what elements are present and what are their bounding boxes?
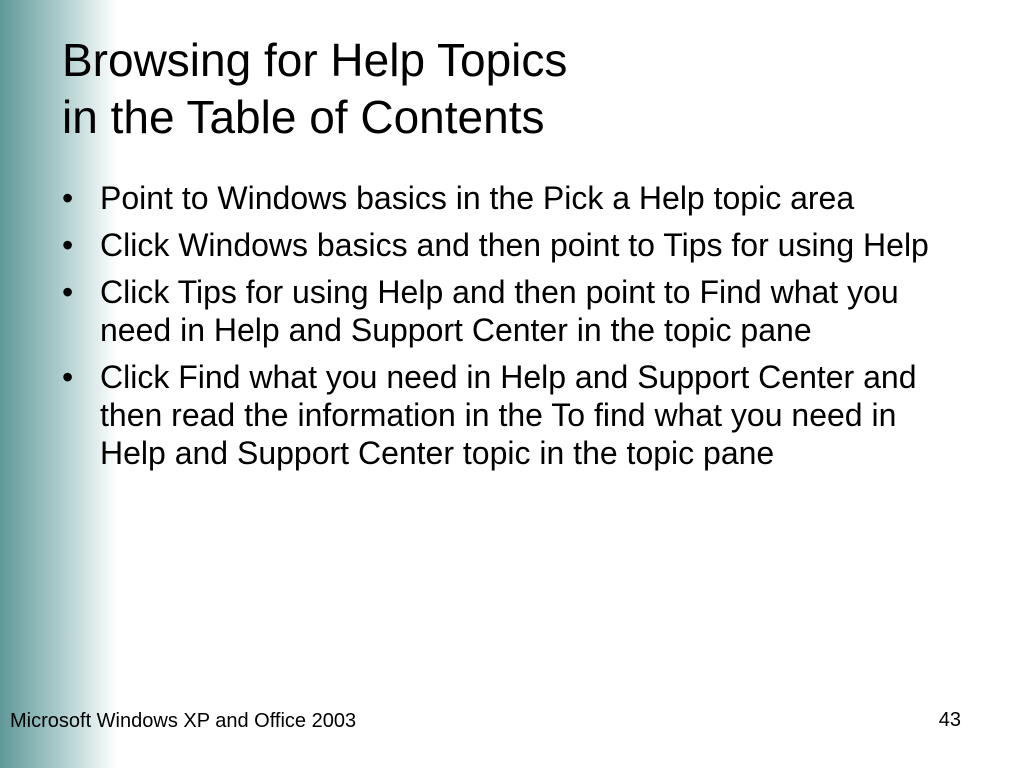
bullet-item-4 (62, 358, 962, 472)
bullet-icon: • (62, 359, 74, 395)
bullet-item-1 (62, 179, 962, 217)
page-number: 43 (938, 709, 961, 731)
bullet-item-2 (62, 226, 962, 264)
bullet-icon: • (62, 274, 74, 310)
footer-text: Microsoft Windows XP and Office 2003 (10, 710, 357, 732)
bullet-item-3 (62, 273, 962, 349)
bullet-text-4: Click Find what you need in Help and Support Center and then read the information in the To find what you need in Help and Support Center topic in the topic pane (100, 359, 917, 471)
bullet-text-1: Point to Windows basics in the Pick a Help topic area (100, 180, 855, 216)
bullet-text-3: Click Tips for using Help and then point to Find what you need in Help and Support Center in the topic pane (100, 274, 899, 348)
slide-title-line-1: Browsing for Help Topics (62, 34, 568, 86)
slide-title-line-2: in the Table of Contents (62, 91, 545, 143)
bullet-text-2: Click Windows basics and then point to Tips for using Help (100, 227, 929, 263)
bullet-list (62, 179, 962, 481)
slide-title (62, 32, 962, 146)
bullet-icon: • (62, 180, 74, 216)
bullet-icon: • (62, 227, 74, 263)
